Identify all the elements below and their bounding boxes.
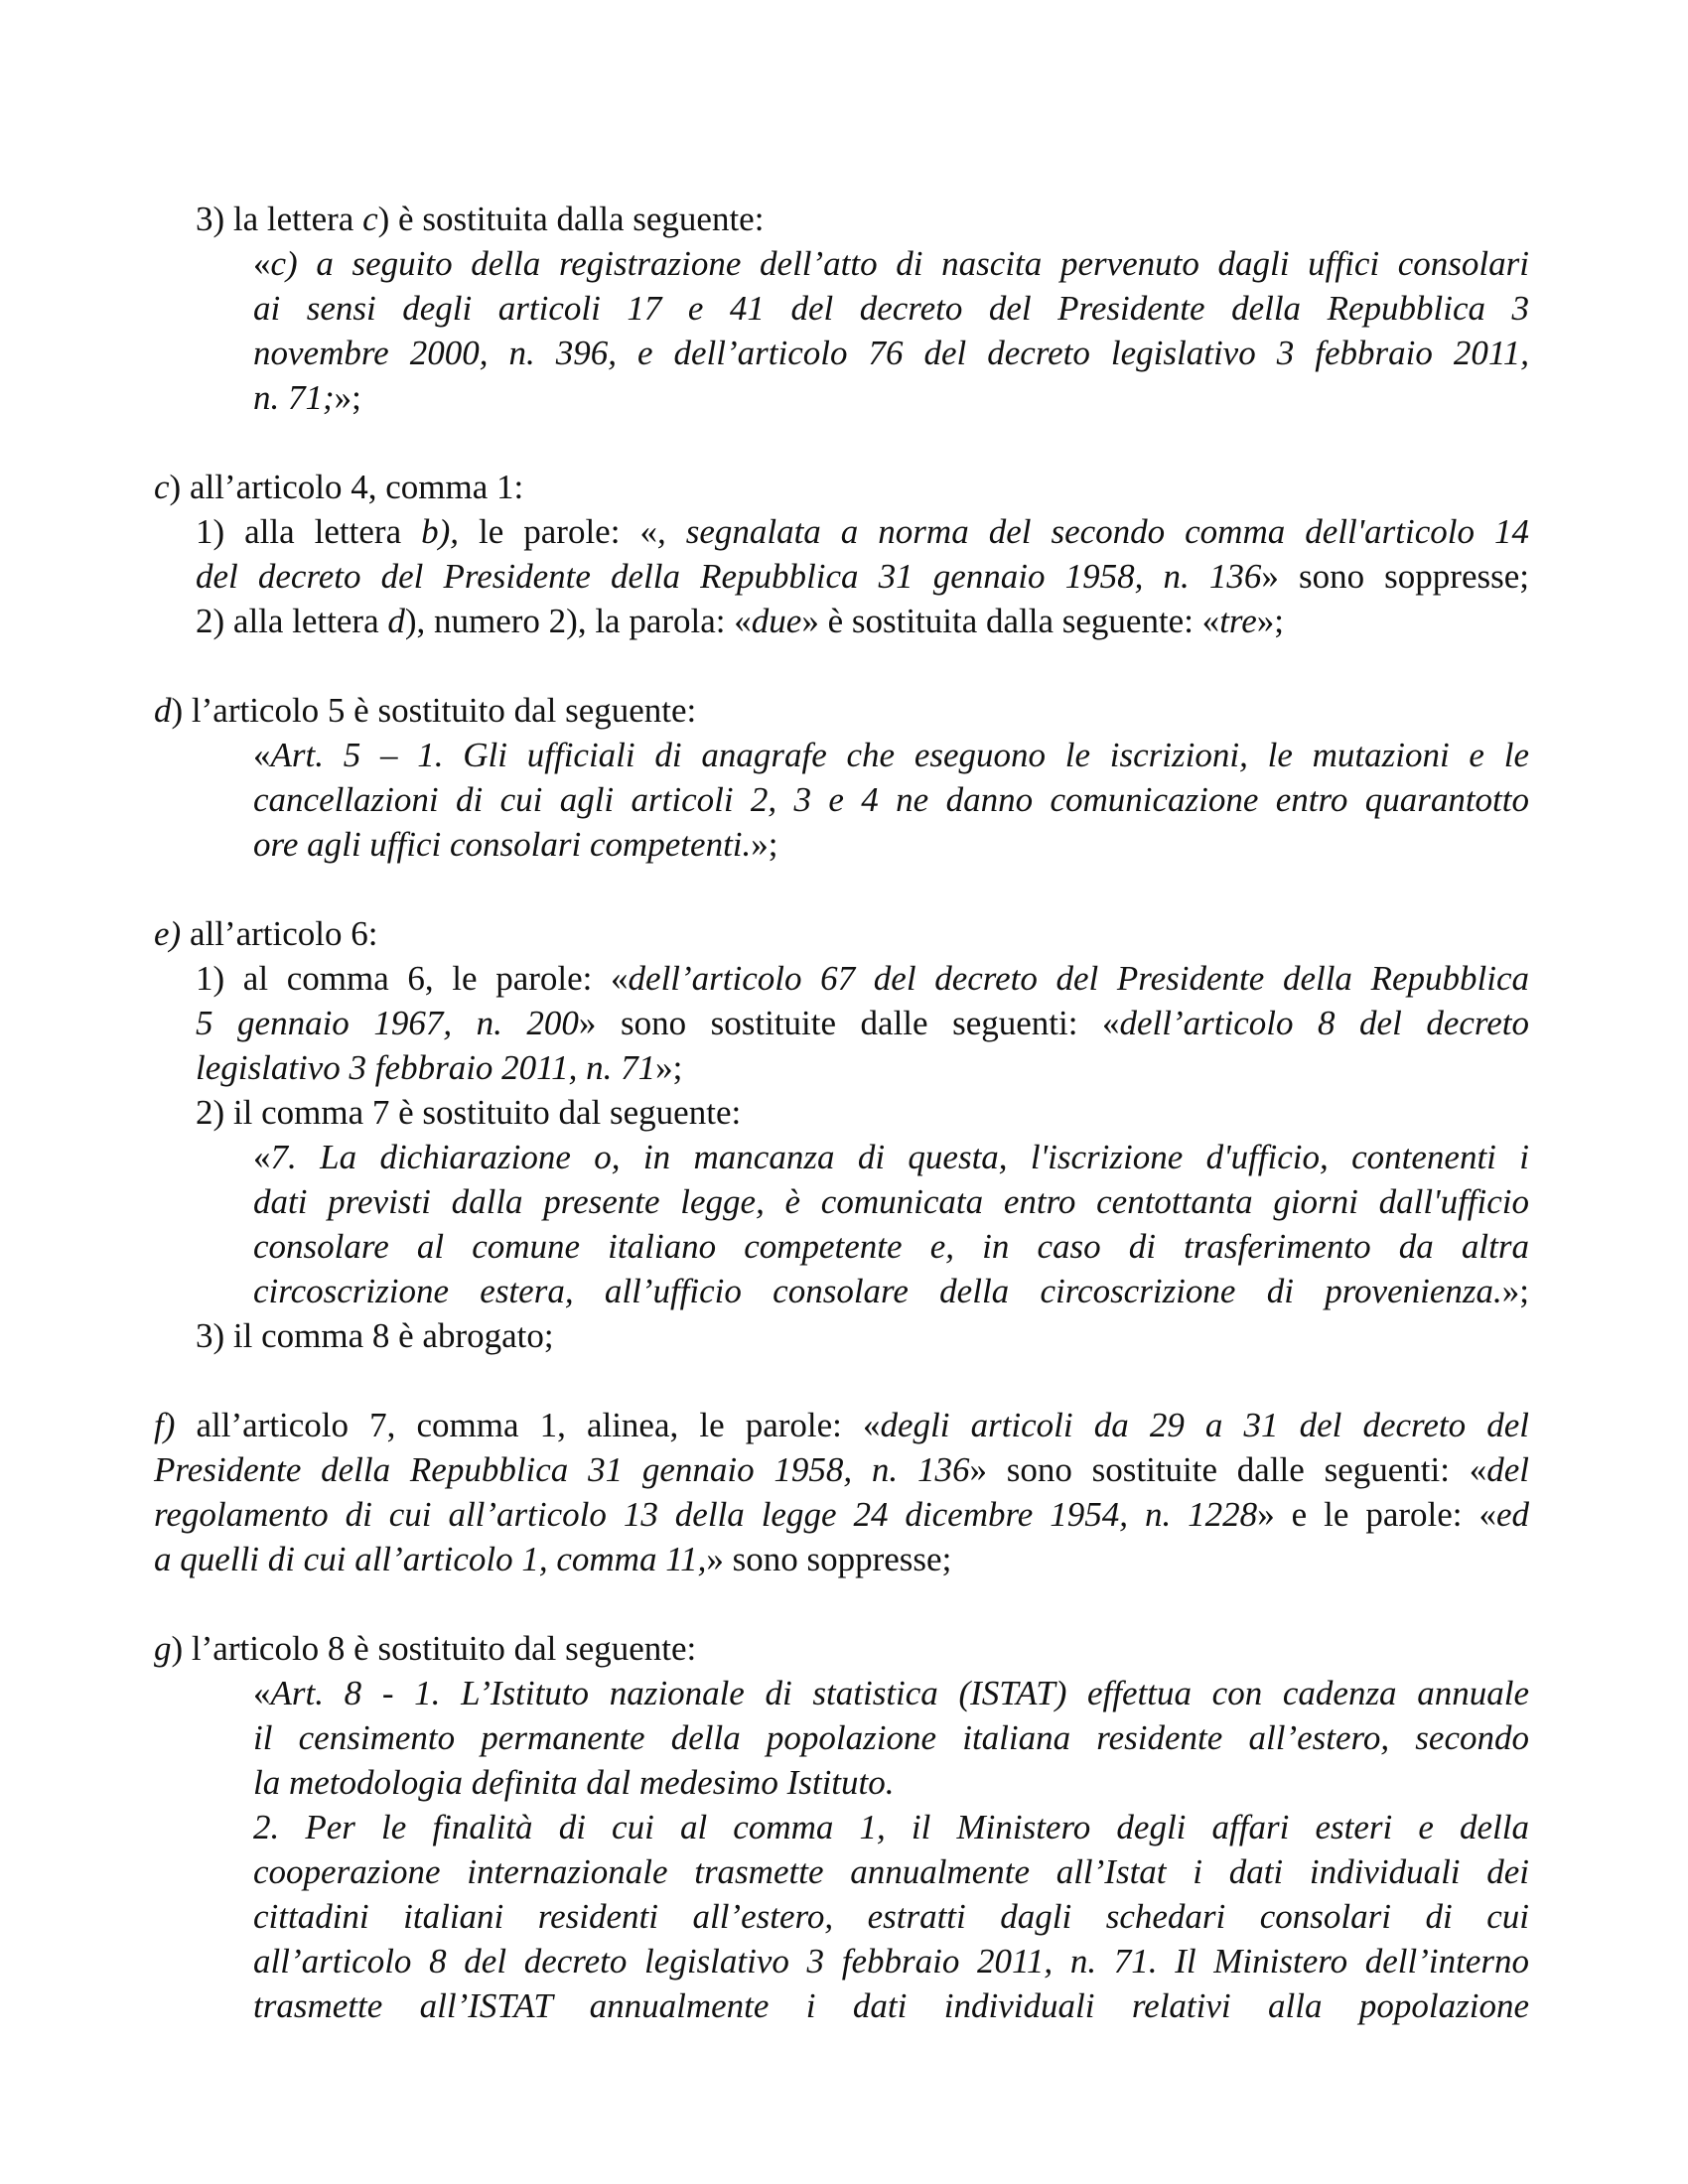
text-line: 1) al comma 6, le parole: «dell’articolo 67 del decreto del Presidente della Repubblica	[196, 959, 1529, 998]
text-line: circoscrizione estera, all’ufficio consolare della circoscrizione di provenienza.»;	[253, 1272, 1529, 1310]
section-heading-d: d) l’articolo 5 è sostituito dal seguente:	[154, 691, 697, 730]
text-line: «Art. 5 – 1. Gli ufficiali di anagrafe che eseguono le iscrizioni, le mutazioni e le	[253, 736, 1529, 774]
text-line: 2) il comma 7 è sostituito dal seguente:	[196, 1093, 742, 1132]
text-line: dati previsti dalla presente legge, è comunicata entro centottanta giorni dall'ufficio	[253, 1182, 1529, 1221]
text-line: consolare al comune italiano competente e, in caso di trasferimento da altra	[253, 1227, 1529, 1266]
text-line: «c) a seguito della registrazione dell’atto di nascita pervenuto dagli uffici consolari	[253, 244, 1529, 283]
text-line: Presidente della Repubblica 31 gennaio 1958, n. 136» sono sostituite dalle seguenti: «del	[154, 1450, 1529, 1489]
text-line: 3) la lettera c) è sostituita dalla seguente:	[196, 200, 765, 238]
text-line: cittadini italiani residenti all’estero, estratti dagli schedari consolari di cui	[253, 1897, 1529, 1936]
text-line: cooperazione internazionale trasmette annualmente all’Istat i dati individuali dei	[253, 1852, 1529, 1891]
text-line: la metodologia definita dal medesimo Istituto.	[253, 1763, 895, 1802]
text-line: ore agli uffici consolari competenti.»;	[253, 825, 778, 864]
section-heading-f: f) all’articolo 7, comma 1, alinea, le parole: «degli articoli da 29 a 31 del decreto del	[154, 1406, 1529, 1444]
text-line: «7. La dichiarazione o, in mancanza di questa, l'iscrizione d'ufficio, contenenti i	[253, 1138, 1529, 1176]
section-heading-e: e) all’articolo 6:	[154, 914, 378, 953]
section-heading-c: c) all’articolo 4, comma 1:	[154, 468, 524, 506]
text-line: a quelli di cui all’articolo 1, comma 11,» sono soppresse;	[154, 1540, 952, 1578]
text-line: cancellazioni di cui agli articoli 2, 3 e 4 ne danno comunicazione entro quarantotto	[253, 780, 1529, 819]
text-line: novembre 2000, n. 396, e dell’articolo 76 del decreto legislativo 3 febbraio 2011,	[253, 334, 1529, 372]
text-line: del decreto del Presidente della Repubblica 31 gennaio 1958, n. 136» sono soppresse;	[196, 557, 1529, 596]
text-line: 2) alla lettera d), numero 2), la parola: «due» è sostituita dalla seguente: «tre»;	[196, 602, 1285, 640]
text-line: 3) il comma 8 è abrogato;	[196, 1316, 554, 1355]
text-line: 1) alla lettera b), le parole: «, segnalata a norma del secondo comma dell'articolo 14	[196, 512, 1530, 551]
text-line: il censimento permanente della popolazione italiana residente all’estero, secondo	[253, 1718, 1529, 1757]
text-line: 5 gennaio 1967, n. 200» sono sostituite dalle seguenti: «dell’articolo 8 del decreto	[196, 1004, 1530, 1042]
text-line: ai sensi degli articoli 17 e 41 del decreto del Presidente della Repubblica 3	[253, 289, 1529, 328]
text-line: n. 71;»;	[253, 378, 361, 417]
text-line: all’articolo 8 del decreto legislativo 3 febbraio 2011, n. 71. Il Ministero dell’interno	[253, 1942, 1529, 1980]
section-heading-g: g) l’articolo 8 è sostituito dal seguente:	[154, 1629, 697, 1668]
text-line: 2. Per le finalità di cui al comma 1, il Ministero degli affari esteri e della	[253, 1808, 1529, 1846]
text-line: trasmette all’ISTAT annualmente i dati individuali relativi alla popolazione	[253, 1986, 1529, 2025]
text-line: legislativo 3 febbraio 2011, n. 71»;	[196, 1048, 683, 1087]
text-line: regolamento di cui all’articolo 13 della legge 24 dicembre 1954, n. 1228» e le parole: «ed	[154, 1495, 1530, 1534]
text-line: «Art. 8 - 1. L’Istituto nazionale di statistica (ISTAT) effettua con cadenza annuale	[253, 1674, 1529, 1712]
